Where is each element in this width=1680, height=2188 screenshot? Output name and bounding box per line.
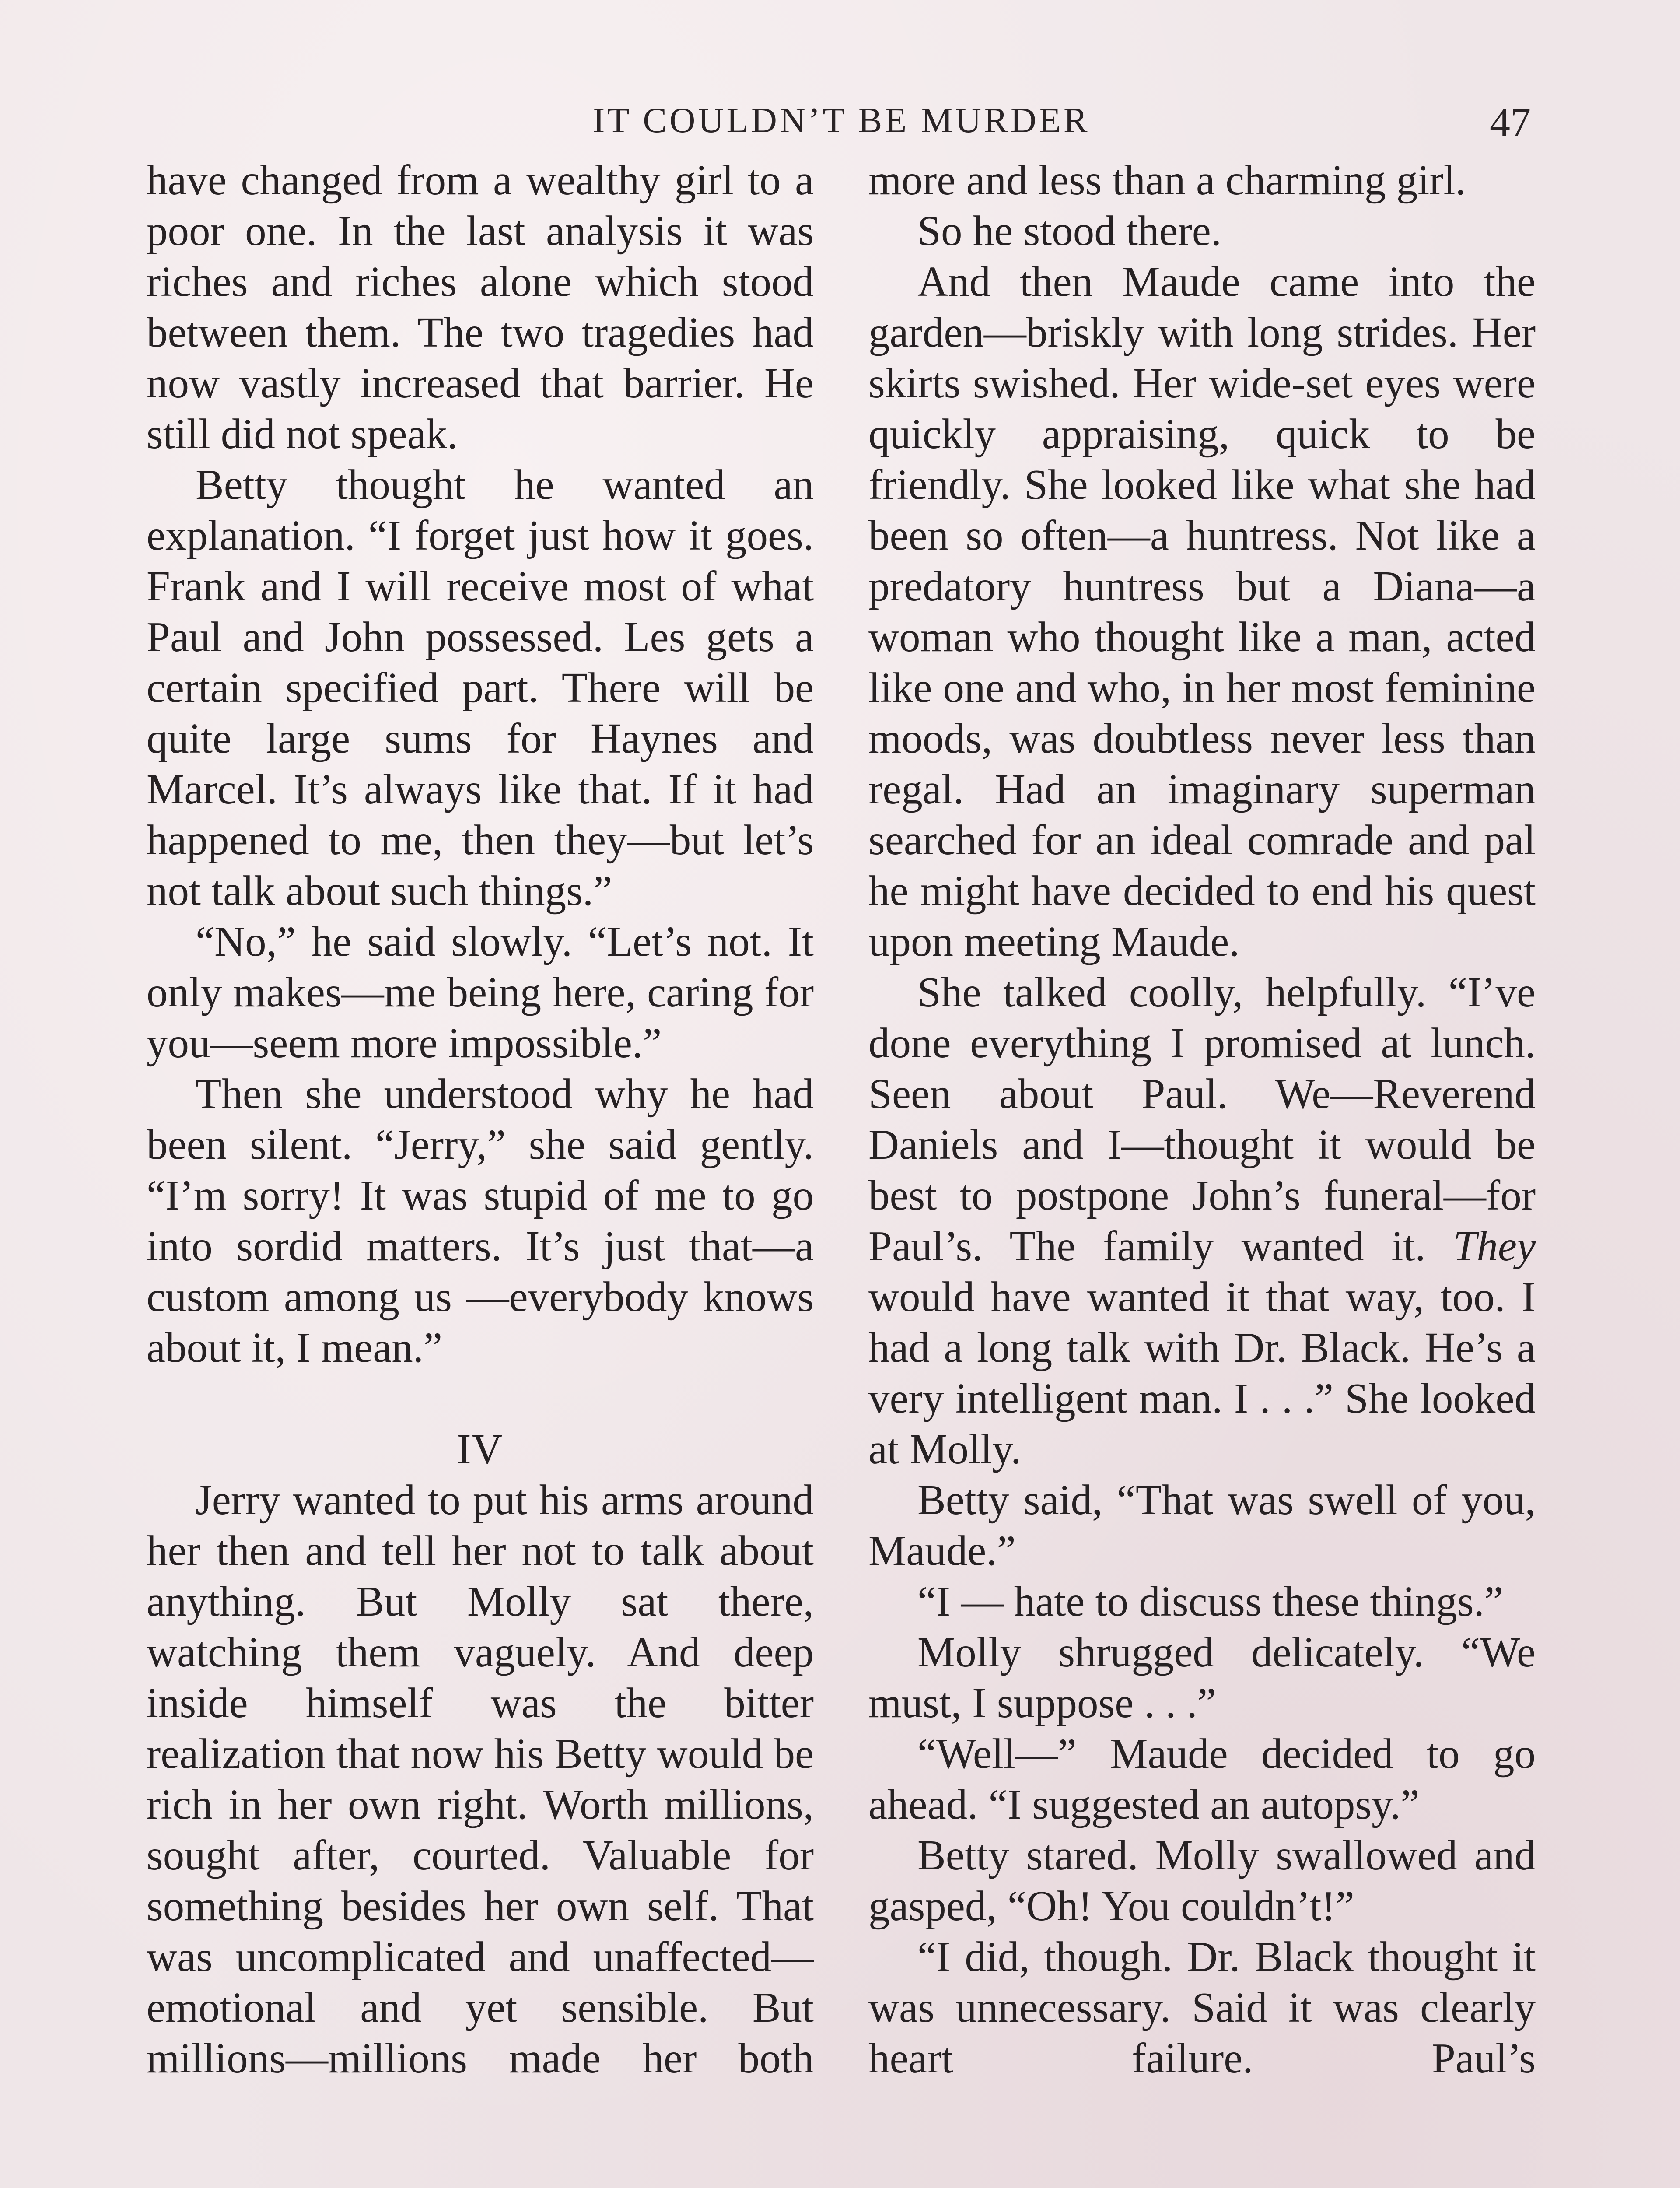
paragraph: Betty said, “That was swell of you, Maude.”: [868, 1476, 1536, 1574]
paragraph: [868, 967, 1536, 1475]
paragraph-text: would have wanted it that way, too. I had a long talk with Dr. Black. He’s a very intelligent man. I . . .” She looked at Molly.: [868, 1273, 1536, 1473]
right-column: [868, 155, 1536, 2084]
paragraph: Betty stared. Molly swallowed and gasped, “Oh! You couldn’t!”: [868, 1832, 1536, 1929]
paragraph: “No,” he said slowly. “Let’s not. It only makes—me being here, caring for you—seem more impossible.”: [147, 918, 814, 1066]
paragraph: Then she understood why he had been silent. “Jerry,” she said gently. “I’m sorry! It was stupid of me to go into sordid matters. It’s just that—a custom among us —everybody knows about it, I mean.”: [147, 1070, 814, 1371]
running-title: IT COULDN’T BE MURDER: [593, 100, 1090, 140]
paragraph: Betty thought he wanted an explanation. “I forget just how it goes. Frank and I will receive most of what Paul and John possessed. Les gets a certain specified part. There will be quite large sums for Haynes and Marcel. It’s always like that. If it had happened to me, then they—but let’s not talk about such things.”: [147, 461, 814, 914]
paragraph: “Well—” Maude decided to go ahead. “I suggested an autopsy.”: [868, 1730, 1536, 1828]
left-column: [147, 155, 814, 2084]
paragraph: “I — hate to discuss these things.”: [917, 1578, 1503, 1625]
paragraph: “I did, though. Dr. Black thought it was unnecessary. Said it was clearly heart failure. Paul’s: [868, 1933, 1536, 2082]
paragraph: And then Maude came into the garden—briskly with long strides. Her skirts swished. Her wide-set eyes were quickly appraising, quick to be friendly. She looked like what she had been so often—a huntress. Not like a predatory huntress but a Diana—a woman who thought like a man, acted like one and who, in her most feminine moods, was doubtless never less than regal. Had an imaginary superman searched for an ideal comrade and pal he might have decided to end his quest upon meeting Maude.: [868, 258, 1536, 965]
emphasis-text: They: [1453, 1223, 1536, 1269]
page-number: 47: [1490, 100, 1531, 145]
paragraph: have changed from a wealthy girl to a poor one. In the last analysis it was riches and riches alone which stood between them. The two tragedies had now vastly increased that barrier. He still did not speak.: [147, 157, 814, 457]
section-heading: IV: [457, 1426, 504, 1473]
paragraph-text: She talked coolly, helpfully. “I’ve done everything I promised at lunch. Seen about Paul. We—Reverend Daniels and I—thought it would be best to postpone John’s funeral—for Paul’s. The family wanted it.: [868, 969, 1536, 1269]
paragraph: Molly shrugged delicately. “We must, I suppose . . .”: [868, 1629, 1536, 1726]
paragraph: more and less than a charming girl.: [868, 157, 1466, 203]
paragraph: So he stood there.: [917, 207, 1222, 254]
paragraph: Jerry wanted to put his arms around her then and tell her not to talk about anything. But Molly sat there, watching them vaguely. And deep inside himself was the bitter realization that now his Betty would be rich in her own right. Worth millions, sought after, courted. Valuable for something besides her own self. That was uncomplicated and unaffected—emotional and yet sensible. But millions—millions made her both: [147, 1476, 814, 2082]
